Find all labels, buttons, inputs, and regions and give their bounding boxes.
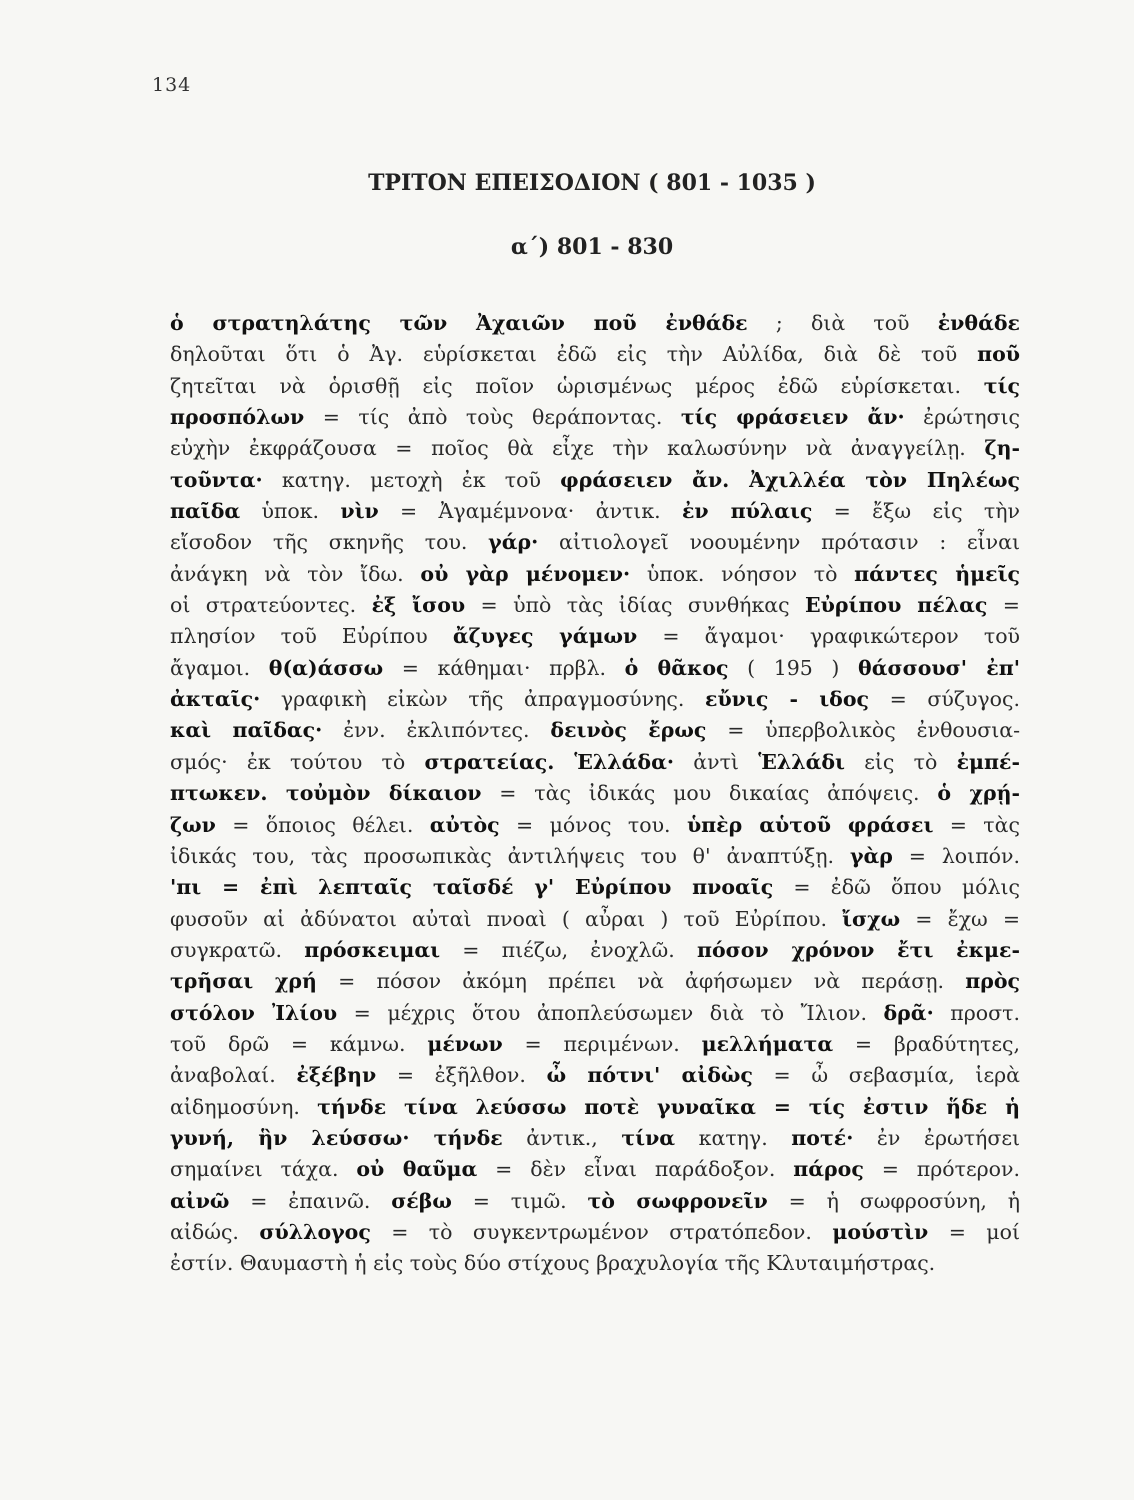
gloss-text: γραφικὴ εἰκὼν τῆς ἀπραγμοσύνης.	[260, 687, 705, 712]
lemma: πρόσκειμαι	[304, 937, 441, 962]
gloss-text: εἰς τὸ	[844, 749, 957, 774]
text-line	[170, 747, 1020, 778]
gloss-text: = κάθημαι· πρβλ.	[383, 655, 625, 680]
gloss-text: ζητεῖται νὰ ὁρισθῇ εἰς ποῖον ὡρισμένως μέρος ἐδῶ εὑρίσκεται.	[170, 373, 984, 398]
lemma: θάσσουσ' ἐπ'	[858, 655, 1020, 680]
gloss-text: = ἐπαινῶ.	[229, 1188, 392, 1213]
lemma: αὐτὸς	[429, 812, 500, 837]
gloss-text: κατηγ.	[675, 1125, 792, 1150]
section-subtitle: α΄) 801 - 830	[510, 234, 674, 260]
text-line	[170, 590, 1020, 621]
gloss-text: = ἄγαμοι· γραφικώτερον τοῦ	[637, 624, 1021, 649]
gloss-text: δηλοῦται ὅτι ὁ Ἀγ. εὑρίσκεται ἐδῶ εἰς τὴν Αὐλίδα, διὰ δὲ τοῦ	[170, 342, 978, 367]
gloss-text: = πιέζω, ἐνοχλῶ.	[440, 937, 697, 962]
text-line	[170, 1060, 1020, 1091]
gloss-text: = Ἀγαμέμνονα· ἀντικ.	[378, 499, 682, 524]
gloss-text: = ἐξῆλθον.	[376, 1063, 547, 1088]
gloss-text: πλησίον τοῦ Εὐρίπου	[170, 624, 453, 649]
page-number: 134	[152, 74, 192, 96]
lemma: νὶν	[340, 499, 379, 524]
lemma: τίνα	[621, 1125, 676, 1150]
lemma: γάρ·	[488, 530, 539, 555]
lemma: ἴσχω	[842, 906, 901, 931]
lemma: σύλλογος	[259, 1219, 371, 1244]
gloss-text: σμός· ἐκ τούτου τὸ	[170, 749, 425, 774]
text-line	[170, 715, 1020, 746]
gloss-text: = περιμένων.	[502, 1031, 702, 1056]
lemma: εὔνις - ιδος	[704, 687, 869, 712]
gloss-text: = δὲν εἶναι παράδοξον.	[477, 1157, 794, 1182]
gloss-text: φυσοῦν αἱ ἀδύνατοι αὐταὶ πνοαὶ ( αὖραι ) τοῦ Εὐρίπου.	[170, 906, 843, 931]
lemma: ζη-	[984, 436, 1020, 461]
text-line	[170, 810, 1020, 841]
gloss-text: ἀνάγκη νὰ τὸν ἴδω.	[170, 561, 421, 586]
lemma: ἐμπέ-	[956, 749, 1021, 774]
lemma: ἐν πύλαις	[681, 499, 813, 524]
gloss-text: = ὅποιος θέλει.	[215, 812, 430, 837]
gloss-text: ἄγαμοι.	[170, 655, 269, 680]
gloss-text: ἀντὶ	[674, 749, 759, 774]
gloss-text: προστ.	[933, 1000, 1020, 1025]
gloss-text: = μοί	[928, 1219, 1020, 1244]
text-line	[170, 1186, 1020, 1217]
text-line	[170, 966, 1020, 997]
gloss-text: ἀναβολαί.	[170, 1063, 297, 1088]
text-line	[170, 465, 1020, 496]
lemma: ὁ θᾶκος	[624, 655, 729, 680]
gloss-text: ἐνν. ἐκλιπόντες.	[322, 718, 551, 743]
gloss-text: ἐστίν. Θαυμαστὴ ἡ εἰς τοὺς δύο στίχους βραχυλογία τῆς Κλυταιμήστρας.	[170, 1251, 936, 1276]
lemma: ἀκταῖς·	[170, 687, 261, 712]
lemma: γὰρ	[849, 843, 893, 868]
gloss-text: = πρότερον.	[863, 1157, 1020, 1182]
text-line	[170, 904, 1020, 935]
gloss-text: σημαίνει τάχα.	[170, 1157, 357, 1182]
lemma: ἄζυγες γάμων	[452, 624, 638, 649]
gloss-text: = ὑπὸ τὰς ἰδίας συνθήκας	[465, 593, 805, 618]
gloss-text: εὐχὴν ἐκφράζουσα = ποῖος θὰ εἶχε τὴν καλωσύνην νὰ ἀναγγείλῃ.	[170, 436, 985, 461]
gloss-text: ; διὰ τοῦ	[747, 311, 938, 335]
lemma: πόσον χρόνον ἔτι ἐκμε-	[696, 937, 1020, 962]
lemma: τὸ σωφρονεῖν	[587, 1188, 768, 1213]
lemma: οὐ θαῦμα	[356, 1157, 478, 1182]
gloss-text: = λοιπόν.	[892, 843, 1020, 868]
lemma: προσπόλων	[170, 405, 305, 430]
lemma: στρατείας. Ἑλλάδα·	[424, 749, 674, 774]
lemma: Ἑλλάδι	[758, 749, 845, 774]
gloss-text: = τὸ συγκεντρωμένον στρατόπεδον.	[370, 1219, 833, 1244]
gloss-text: = τίς ἀπὸ τοὺς θεράποντας.	[304, 405, 681, 430]
gloss-text: συγκρατῶ.	[170, 937, 305, 962]
lemma: Εὐρίπου πέλας	[805, 593, 988, 618]
gloss-text: = τιμῶ.	[451, 1188, 588, 1213]
gloss-text: = ἔξω εἰς τὴν	[812, 499, 1020, 524]
lemma: μούστὶν	[832, 1219, 929, 1244]
gloss-text: = ἡ σωφροσύνη, ἡ	[767, 1188, 1021, 1213]
lemma: τήνδε τίνα λεύσσω ποτὲ γυναῖκα = τίς ἐστιν ἥδε ἡ	[317, 1094, 1020, 1119]
lemma: φράσειεν ἄν. Ἀχιλλέα τὸν Πηλέως	[560, 467, 1020, 492]
text-line	[170, 1123, 1020, 1154]
text-line	[170, 653, 1020, 684]
lemma: αἰνῶ	[170, 1188, 230, 1213]
lemma: στόλον Ἰλίου	[170, 1000, 338, 1025]
lemma: ἐνθάδε	[937, 311, 1020, 335]
gloss-text: = ὑπερβολικὸς ἐνθουσια-	[706, 718, 1021, 743]
lemma: ζων	[170, 812, 216, 837]
text-line	[170, 935, 1020, 966]
text-line	[170, 371, 1020, 402]
lemma: πτωκεν. τοὐμὸν δίκαιον	[170, 781, 482, 806]
gloss-text: = μέχρις ὅτου ἀποπλεύσωμεν διὰ τὸ Ἴλιον.	[337, 1000, 884, 1025]
text-line	[170, 621, 1020, 652]
text-line	[170, 308, 1020, 339]
lemma: ποῦ	[977, 342, 1020, 367]
gloss-text: αἰτιολογεῖ νοουμένην πρότασιν : εἶναι	[538, 530, 1020, 555]
lemma: δεινὸς ἔρως	[550, 718, 707, 743]
lemma: τίς	[983, 373, 1020, 398]
gloss-text: ὑποκ. νόησον τὸ	[630, 561, 855, 586]
lemma: ἐξ ἴσου	[371, 593, 466, 618]
text-line	[170, 998, 1020, 1029]
gloss-text: = μόνος του.	[499, 812, 687, 837]
text-line	[170, 402, 1020, 433]
gloss-text: = ἔχω =	[900, 906, 1020, 931]
text-line	[170, 1029, 1020, 1060]
gloss-text: = ἐδῶ ὅπου μόλις	[773, 875, 1020, 900]
lemma: σέβω	[391, 1188, 452, 1213]
gloss-text: = σύζυγος.	[869, 687, 1020, 712]
text-line	[170, 841, 1020, 872]
lemma: πάντες ἡμεῖς	[854, 561, 1021, 586]
lemma: ἐξέβην	[296, 1063, 377, 1088]
gloss-text: =	[987, 593, 1020, 618]
lemma: ὁ χρῄ-	[937, 781, 1020, 806]
text-line	[170, 1248, 1020, 1279]
text-line	[170, 1217, 1020, 1248]
lemma: πάρος	[793, 1157, 864, 1182]
lemma: τίς φράσειεν ἄν·	[680, 405, 905, 430]
text-line	[170, 433, 1020, 464]
text-line	[170, 559, 1020, 590]
lemma: πρὸς	[965, 969, 1020, 994]
lemma: θ(α)άσσω	[268, 655, 384, 680]
lemma: μένων	[427, 1031, 503, 1056]
text-line	[170, 339, 1020, 370]
lemma: 'πι = ἐπὶ λεπταῖς ταῖσδέ γ' Εὐρίπου πνοαῖς	[170, 875, 774, 900]
gloss-text: ὑποκ.	[240, 499, 341, 524]
gloss-text: ἀντικ.,	[502, 1125, 622, 1150]
text-line	[170, 1092, 1020, 1123]
lemma: δρᾶ·	[883, 1000, 934, 1025]
gloss-text: = βραδύτητες,	[833, 1031, 1021, 1056]
gloss-text: ἐν ἐρωτήσει	[853, 1125, 1020, 1150]
gloss-text: τοῦ δρῶ = κάμνω.	[170, 1031, 428, 1056]
lemma: ὁ στρατηλάτης τῶν Ἀχαιῶν ποῦ ἐνθάδε	[170, 311, 748, 335]
section-title: ΤΡΙΤΟΝ ΕΠΕΙΣΟΔΙΟΝ ( 801 - 1035 )	[368, 170, 816, 196]
text-line	[170, 496, 1020, 527]
lemma: οὐ γὰρ μένομεν·	[420, 561, 631, 586]
lemma: τοῦντα·	[170, 467, 263, 492]
gloss-text: = πόσον ἀκόμη πρέπει νὰ ἀφήσωμεν νὰ περάσῃ.	[316, 969, 966, 994]
gloss-text: ( 195 )	[728, 655, 859, 680]
lemma: τρῆσαι χρή	[170, 969, 317, 994]
gloss-text: κατηγ. μετοχὴ ἐκ τοῦ	[262, 467, 561, 492]
commentary-body	[170, 308, 1020, 1280]
lemma: ποτέ·	[791, 1125, 854, 1150]
lemma: γυνή, ἣν λεύσσω· τήνδε	[170, 1125, 503, 1150]
lemma: ὦ πότνι' αἰδὼς	[546, 1063, 753, 1088]
gloss-text: αἰδημοσύνη.	[170, 1094, 318, 1119]
gloss-text: οἱ στρατεύοντες.	[170, 593, 372, 618]
lemma: παῖδα	[170, 499, 241, 524]
text-line	[170, 778, 1020, 809]
gloss-text: = τὰς ἰδικάς μου δικαίας ἀπόψεις.	[481, 781, 938, 806]
lemma: καὶ παῖδας·	[170, 718, 323, 743]
gloss-text: ἰδικάς του, τὰς προσωπικὰς ἀντιλήψεις του θ' ἀναπτύξῃ.	[170, 843, 850, 868]
gloss-text: ἐρώτησις	[904, 405, 1020, 430]
text-line	[170, 1154, 1020, 1185]
text-line	[170, 684, 1020, 715]
lemma: ὑπὲρ αὑτοῦ φράσει	[686, 812, 934, 837]
gloss-text: εἴσοδον τῆς σκηνῆς του.	[170, 530, 489, 555]
gloss-text: = ὦ σεβασμία, ἱερὰ	[752, 1063, 1020, 1088]
text-line	[170, 527, 1020, 558]
text-line	[170, 872, 1020, 903]
gloss-text: = τὰς	[933, 812, 1020, 837]
lemma: μελλήματα	[701, 1031, 834, 1056]
gloss-text: αἰδώς.	[170, 1219, 260, 1244]
